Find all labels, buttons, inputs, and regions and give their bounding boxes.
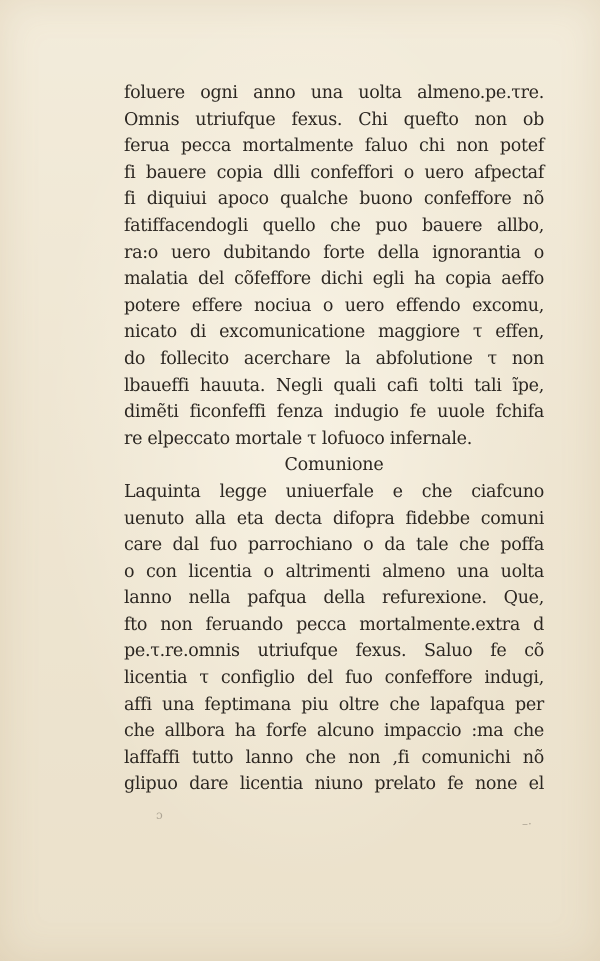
text-line: potere effere nociua o uero effendo excomu, — [124, 295, 544, 316]
text-line: nicato di excomunicatione maggiore τ effen, — [124, 322, 544, 343]
text-line: Omnis utriufque fexus. Chi quefto non ob — [124, 109, 544, 130]
text-line: re elpeccato mortale τ lofuoco infernale. — [124, 428, 472, 449]
text-line: fi bauere copia dlli confeffori o uero afpectaf — [124, 162, 544, 183]
text-line: uenuto alla eta decta difopra fidebbe comuni — [124, 508, 544, 529]
margin-mark: –· — [522, 817, 532, 831]
text-line: do follecito acerchare la abfolutione τ non — [124, 348, 544, 369]
text-column — [124, 80, 544, 798]
text-line: lanno nella pafqua della refurexione. Que, — [124, 588, 544, 609]
text-line: glipuo dare licentia niuno prelato fe none el — [124, 774, 544, 795]
text-line: pe.τ.re.omnis utriufque fexus. Saluo fe cõ — [124, 641, 544, 662]
text-line: che allbora ha forfe alcuno impaccio :ma che — [124, 721, 544, 742]
margin-mark: ɔ — [156, 808, 163, 822]
text-line: licentia τ configlio del fuo confeffore indugi, — [124, 668, 544, 689]
text-line: ra:o uero dubitando forte della ignorantia o — [124, 242, 544, 263]
text-line: malatia del cõfeffore dichi egli ha copia aeffo — [124, 269, 544, 290]
text-line: care dal fuo parrochiano o da tale che poffa — [124, 535, 544, 556]
text-line: fi diquiui apoco qualche buono confeffore nõ — [124, 189, 544, 210]
text-line: affi una feptimana piu oltre che lapafqua per — [124, 694, 544, 715]
text-line: fatiffacendogli quello che puo bauere allbo, — [124, 215, 544, 236]
text-line: foluere ogni anno una uolta almeno.pe.τre. — [124, 83, 544, 103]
text-line: o con licentia o altrimenti almeno una uolta — [124, 561, 544, 582]
text-line: fto non feruando pecca mortalmente.extra d — [124, 614, 544, 635]
section-heading: Comunione — [284, 455, 384, 476]
text-line: laffaffi tutto lanno che non ,fi comunichi nõ — [124, 747, 544, 768]
text-line: Laquinta legge uniuerfale e che ciafcuno — [124, 481, 544, 502]
text-line: dimẽti ficonfeffi fenza indugio fe uuole fchifa — [124, 402, 544, 423]
text-line: ferua pecca mortalmente faluo chi non potef — [124, 136, 544, 157]
text-line: lbaueffi hauuta. Negli quali cafi tolti tali ĩpe, — [124, 375, 544, 396]
